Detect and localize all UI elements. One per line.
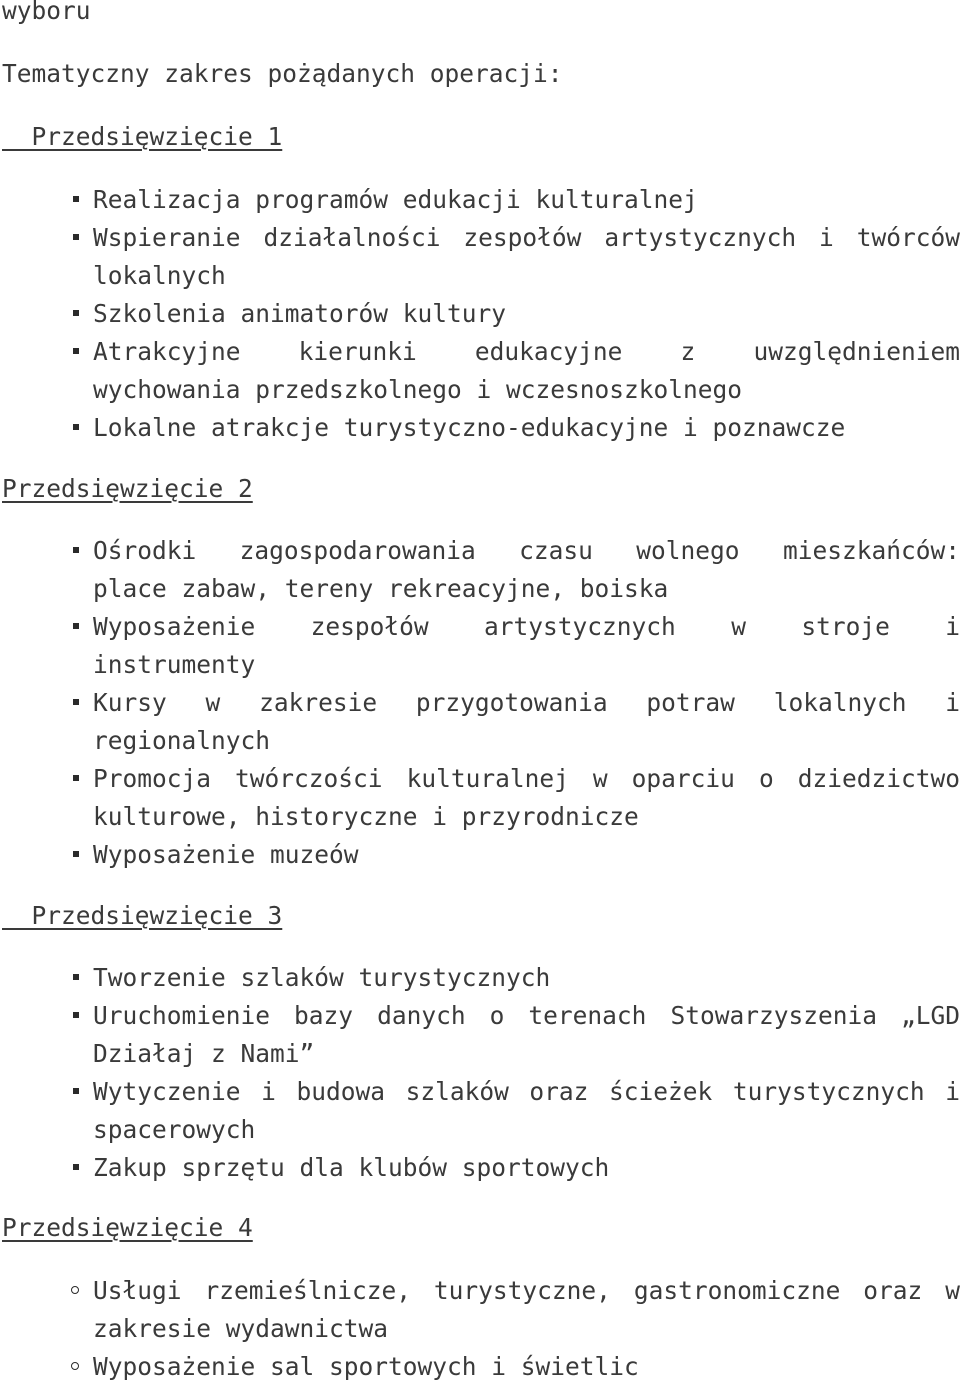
section-3-list	[0, 959, 960, 1187]
list-item	[0, 608, 960, 684]
section-4-list	[0, 1272, 960, 1386]
item-line-1: Tworzenie szlaków turystycznych	[93, 963, 551, 992]
item-line-1: Szkolenia animatorów kultury	[93, 299, 507, 328]
item-line-1: Wyposażenie muzeów	[93, 840, 359, 869]
square-bullet-icon	[73, 699, 79, 705]
list-item	[0, 532, 960, 608]
list-item	[0, 1272, 960, 1348]
list-item	[0, 295, 960, 333]
square-bullet-icon	[73, 310, 79, 316]
item-line-1: Zakup sprzętu dla klubów sportowych	[93, 1153, 610, 1182]
square-bullet-icon	[73, 348, 79, 354]
square-bullet-icon	[73, 1164, 79, 1170]
square-bullet-icon	[73, 623, 79, 629]
section-1-list	[0, 181, 960, 447]
item-line-1: Promocja twórczości kulturalnej w oparciu o dziedzictwo	[93, 764, 960, 793]
square-bullet-icon	[73, 974, 79, 980]
list-item	[0, 219, 960, 295]
section-3-heading: Przedsięwzięcie 3	[2, 901, 283, 930]
list-item	[0, 1149, 960, 1187]
square-bullet-icon	[73, 424, 79, 430]
list-item	[0, 333, 960, 409]
square-bullet-icon	[73, 775, 79, 781]
square-bullet-icon	[73, 1088, 79, 1094]
circle-bullet-icon	[71, 1362, 79, 1370]
item-line-2: instrumenty	[93, 650, 256, 679]
item-line-1: Usługi rzemieślnicze, turystyczne, gastronomiczne oraz w	[93, 1276, 960, 1305]
item-line-2: wychowania przedszkolnego i wczesnoszkolnego	[93, 375, 743, 404]
item-line-1: Realizacja programów edukacji kulturalnej	[93, 185, 698, 214]
item-line-1: Wyposażenie zespołów artystycznych w stroje i	[93, 612, 960, 641]
list-item	[0, 409, 960, 447]
list-item	[0, 959, 960, 997]
page-top-fragment: wyboru	[2, 0, 91, 25]
item-line-1: Lokalne atrakcje turystyczno-edukacyjne i poznawcze	[93, 413, 846, 442]
section-2-heading: Przedsięwzięcie 2	[2, 474, 253, 503]
square-bullet-icon	[73, 234, 79, 240]
section-4-heading: Przedsięwzięcie 4	[2, 1213, 253, 1242]
item-line-1: Kursy w zakresie przygotowania potraw lokalnych i	[93, 688, 960, 717]
item-line-2: Działaj z Nami”	[93, 1039, 315, 1068]
list-item	[0, 181, 960, 219]
item-line-1: Wytyczenie i budowa szlaków oraz ścieżek turystycznych i	[93, 1077, 960, 1106]
operations-intro: Tematyczny zakres pożądanych operacji:	[2, 59, 563, 88]
item-line-1: Atrakcyjne kierunki edukacyjne z uwzględnieniem	[93, 337, 960, 366]
item-line-2: kulturowe, historyczne i przyrodnicze	[93, 802, 639, 831]
item-line-1: Wspieranie działalności zespołów artystycznych i twórców	[93, 223, 960, 252]
item-line-2: regionalnych	[93, 726, 271, 755]
square-bullet-icon	[73, 851, 79, 857]
circle-bullet-icon	[71, 1286, 79, 1294]
item-line-2: lokalnych	[93, 261, 226, 290]
list-item	[0, 836, 960, 874]
list-item	[0, 997, 960, 1073]
item-line-2: zakresie wydawnictwa	[93, 1314, 389, 1343]
list-item	[0, 1348, 960, 1386]
list-item	[0, 1073, 960, 1149]
item-line-2: spacerowych	[93, 1115, 256, 1144]
list-item	[0, 684, 960, 760]
item-line-2: place zabaw, tereny rekreacyjne, boiska	[93, 574, 669, 603]
square-bullet-icon	[73, 547, 79, 553]
item-line-1: Wyposażenie sal sportowych i świetlic	[93, 1352, 639, 1381]
square-bullet-icon	[73, 1012, 79, 1018]
list-item	[0, 760, 960, 836]
section-2-list	[0, 532, 960, 874]
item-line-1: Uruchomienie bazy danych o terenach Stowarzyszenia „LGD	[93, 1001, 960, 1030]
square-bullet-icon	[73, 196, 79, 202]
section-1-heading: Przedsięwzięcie 1	[2, 122, 283, 151]
item-line-1: Ośrodki zagospodarowania czasu wolnego mieszkańców:	[93, 536, 960, 565]
